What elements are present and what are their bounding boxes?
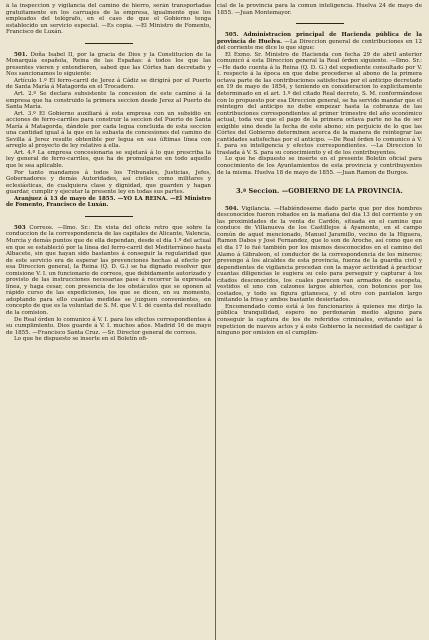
item-number-504: 504. [225,205,239,212]
item-501 [6,52,211,78]
right-column [217,3,422,640]
right-carryover: cial de la provincia para la comun inteligencia. Huelva 24 de mayo de 1855. —Juan Montemayor. [217,3,422,16]
column-rule [215,0,216,640]
article-1: Artículo 1.º El ferro-carril de Jerez á Cádiz se dirigirá por el Puerto de Santa María á Matagorda en el Trocadero. [6,77,211,91]
article-2: Art. 2.º Se declara subsistente la concesion de este camino á la empresa que ha construido la primera seccion desde Jerez al Puerto de Santa María. [6,91,211,111]
left-column [6,3,211,640]
item-503 [6,225,211,317]
item-505-end: Lo que he dispuesto se inserte en el presente Boletín oficial para conocimiento de los Ayuntamientos de esta provincia y contribuyentes de la misma. Huelva 18 de mayo de 1855. —Juan Ramon de Burgos. [217,156,422,176]
item-number-503: 503 [14,224,26,231]
section-separator [85,216,133,217]
closing-mandate: Por tanto mandamos á todos los Tribunales, Justicias, Jefes, Gobernadores y demás Autoridades, así civiles como militares y eclesiásticas, de cualquiera clase y dignidad, que guarden y hagan guardar, cumplir y ejecutar la presente ley en todas sus partes. [6,169,211,196]
item-504 [217,206,422,304]
section-separator [85,43,133,44]
article-3: Art. 3.º El Gobierno auxiliará á esta empresa con un subsidio en acciones de ferro-carriles para construir la seccion del Puerto de Santa María á Matagorda, dándole por cada legua concluida de esta seccion una cantidad igual á la que en la subasta de concesiones del camino de Sevilla á Jerez resulte obtenible por legua en sus últimas línea con arreglo al proyecto de ley relativo á ella. [6,110,211,150]
footer-continuation: Lo que he dispuesto se inserte en el Boletín ofi- [14,336,148,343]
date-signature: Aranjuez á 13 de mayo de 1855. —YO LA REINA. —El Ministro de Fomento, Francisco de Luxán. [6,195,211,209]
item-number-501: 501. [14,51,28,58]
article-4: Art. 4.º La empresa concesionaria se sujetará á lo que prescriba la ley general de ferro-carriles, que ha de promulgarse en todo aquello que le sea aplicable. [6,149,211,170]
item-504-lead: Vigilancia. —Habiéndoseme dado parte [241,205,357,212]
item-505-quote: El Exmo. Sr. Ministro de Hacienda con fecha 29 de abril anterior comunicó á esta Direccion general la Real órden siguiente. —Ilmo. Sr.: —He dado cuenta á la Reina (Q. D. G.) del expediente consultado por V. I. respecto á la época en que debe procederse al abono de la primera octava parte de las contribuciones satisfechas por el anticipo decretado en 19 de mayo de 1854, y teniendo en consideracion lo explícitamente determinado en el art. 1.º del citado Real decreto, S. M. conformándose con lo propuesto por esa Direccion general, se ha servido mandar que el reintegro del anticipo no debe empezar hasta la cobranza de las contribuciones correspondientes al primer trimestre del año económico actual, toda vez que el pago de la primera octava parte no ha de ser exigible sino desde la fecha de este abono; sin perjuicio de lo que las Córtes del Gobierno determinen acerca de la manera de reintegrar las cantidades satisfechas por el anticipo. —De Real órden lo comunico á V. I. para su inteligencia y efectos correspondientes. —La Direccion lo traslada á V. S. para su conocimiento y el de los contribuyentes. [217,51,422,156]
section-separator [296,23,344,24]
carryover-paragraph: á la inspeccion y vigilancia del camino de hierro, serán transportadas gratuitamente en los carruajes de la empresa, igualmente que los empleados del telégrafo, en el caso de que el Gobierno tenga establecido un servicio especial. —Es copia. —El Ministro de Fomento, Francisco de Luxán. [6,3,211,36]
item-504-close: Encomendado como está á los funcionarios á quienes me dirijo la pública tranquilidad, espero no perdonarán medio alguno para conseguir la captura de los de referidos criminales, evitando así la repeticion de nuevos actos y á este Gobierno la necesidad de castigar á ninguno por omision en el cumplim- [217,303,422,337]
item-501-body: Doña Isabel II, por la gracia de Dios y la Constitucion de la Monarquía española, Reina de las Españas: á todos los que las presentes vieren y entendieren, sabed que las Córtes han decretado y Nos sancionamos lo siguiente: [6,51,211,78]
item-504-body: que por dos hombres desconocidos fueron robados en la mañana del dia 13 del corriente y en las proximidades de la venta de Cardón, situada en el camino que conduce de Villanueva de los Castillejos á Ayamonte, en el campo común de aquel mencionado, Manuel Jaramillo, vecino de la Higuera, Ramon Dabos y José Fernandez, que lo son de Aroche, así como que en el dia 17 lo fué también por los mismos desconocidos en el camino del Alamo á Gibraleon, el conductor de la correspondencia de los mineros; prevengo á los alcaldes de esta provincia, fuerza de la guardia civil y dependientes de vigilancia procedan con la mayor actividad á practicar cuantas diligencias le sugiera su celo para perseguir y capturar á los citados desconocidos, los cuales parecen van armados de escopeta, vestidos el uno con calzones largos abiertos, con botonces por los costados, y todo su figura gitanesca, y el otro con pantalon largo imitando la frisa y ambos bastante desiertados. [217,205,422,304]
item-505-intro: —La Direccion general de contribuciones en 12 del corriente me dice lo que sigue: [217,38,422,52]
item-number-505: 505. [225,32,239,39]
item-505 [217,32,422,52]
item-503-close: De Real órden lo comunico á V. I. para los efectos correspondientes á su cumplimiento. Dios guarde á V. I. muchos años. Madrid 16 de mayo de 1855. —Francisco Santa Cruz. —Sr. Director general de correos. [6,316,211,336]
section-heading: 3.ª Seccion. —GOBIERNO DE LA PROVINCIA. [236,187,403,196]
item-505-title: Administracion principal de Hacienda pública de la provincia de Huelva. [217,32,422,45]
item-503-lead: Correos. —Ilmo. Sr.: [29,224,91,231]
item-503-body: En vista del oficio retro que sobre la conduccion de la correspondencia de las capitales de Alicante, Valencia, Murcia y demás puntos que de ella dependan, desde el dia 1.º del actual en que se estableció por la línea del ferro-carril del Mediterráneo hasta Albacete, sin que hayan sido bastantes á conseguir la regularidad que de este servicio era de esperar las prevenciones hechas al efecto por esa Direccion general, la Reina (Q. D. G.) se ha dignado resolver que comisione V. I. un funcionario de correos, que debidamente autorizado y provisto de las instrucciones necesarias pase á recorrer la expresada línea, y haga cesar, con presencia de los obstáculos que se oponen al rápido curso de las expediciones, los que se dicen, en su momento, adoptando para ello cuantas medidas se juzguen convenientes, en concepto de que es la voluntad de S. M. que V. I. dé cuenta del resultado de la comision. [6,224,211,316]
